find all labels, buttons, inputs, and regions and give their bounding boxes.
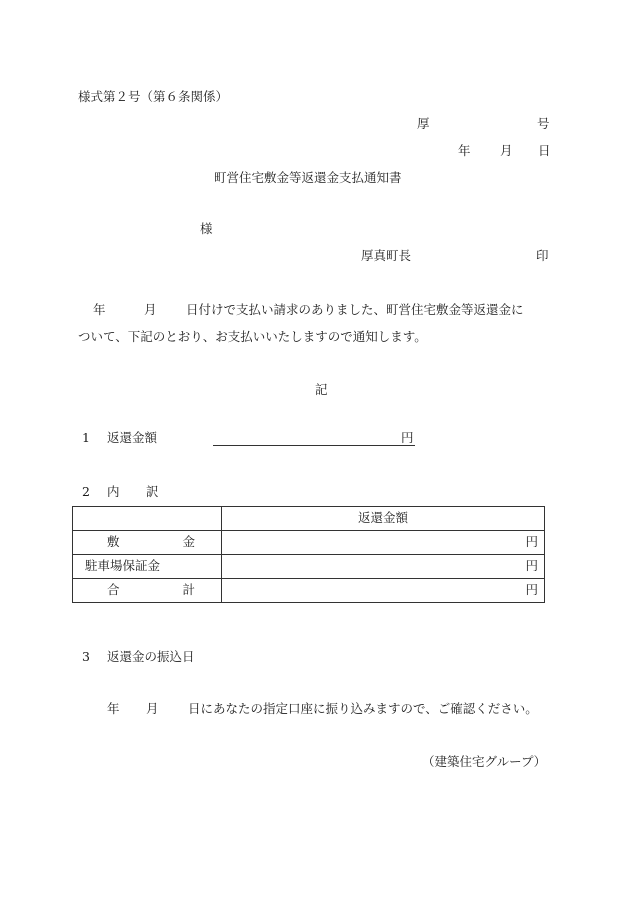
section1-number: 1 (82, 430, 90, 445)
transfer-text: 日にあなたの指定口座に振り込みますので、ご確認ください。 (188, 701, 538, 716)
addressee-suffix: 様 (200, 221, 213, 236)
section1-unit: 円 (401, 430, 414, 445)
table-header-amount: 返還金額 (222, 507, 545, 531)
row-label-deposit (73, 531, 222, 555)
table-header-row (73, 507, 545, 531)
section2-number: 2 (82, 484, 90, 499)
transfer-year: 年 (107, 701, 120, 716)
body-line1: 日付けで支払い請求のありました、町営住宅敷金等返還金に (186, 302, 524, 317)
section1-label: 返還金額 (107, 430, 158, 445)
row-amount-deposit: 円 (222, 531, 545, 555)
body-year: 年 (93, 302, 106, 317)
date-month: 月 (500, 143, 513, 158)
date-day: 日 (538, 143, 551, 158)
row-label-total (73, 579, 222, 603)
document-title: 町営住宅敷金等返還金支払通知書 (214, 170, 402, 185)
section3-label: 返還金の振込日 (107, 649, 195, 664)
row-label-total-a: 合 (107, 582, 120, 598)
transfer-month: 月 (146, 701, 159, 716)
row-label-parking-text: 駐車場保証金 (85, 558, 161, 574)
section2-label-a: 内 (107, 484, 120, 499)
row-amount-parking: 円 (222, 555, 545, 579)
row-label-total-b: 計 (182, 582, 195, 598)
date-year: 年 (458, 143, 471, 158)
seal-mark: 印 (536, 248, 549, 263)
ref-suffix: 号 (537, 116, 550, 131)
sender-name: 厚真町長 (361, 248, 412, 263)
body-month: 月 (144, 302, 157, 317)
section3-number: 3 (82, 649, 90, 664)
department-label: （建築住宅グループ） (422, 754, 547, 769)
ref-prefix: 厚 (417, 116, 430, 131)
table-header-blank (73, 507, 222, 531)
table-row (73, 531, 545, 555)
table-row (73, 579, 545, 603)
form-number: 様式第２号（第６条関係） (78, 89, 229, 104)
ki-heading: 記 (315, 382, 328, 397)
row-amount-total: 円 (222, 579, 545, 603)
breakdown-table (72, 506, 545, 603)
amount-underline (213, 445, 415, 446)
section2-label-b: 訳 (146, 484, 159, 499)
body-line2: ついて、下記のとおり、お支払いいたしますので通知します。 (78, 329, 427, 344)
row-label-deposit-b: 金 (182, 534, 195, 550)
row-label-deposit-a: 敷 (107, 534, 120, 550)
row-label-parking (73, 555, 222, 579)
table-row (73, 555, 545, 579)
